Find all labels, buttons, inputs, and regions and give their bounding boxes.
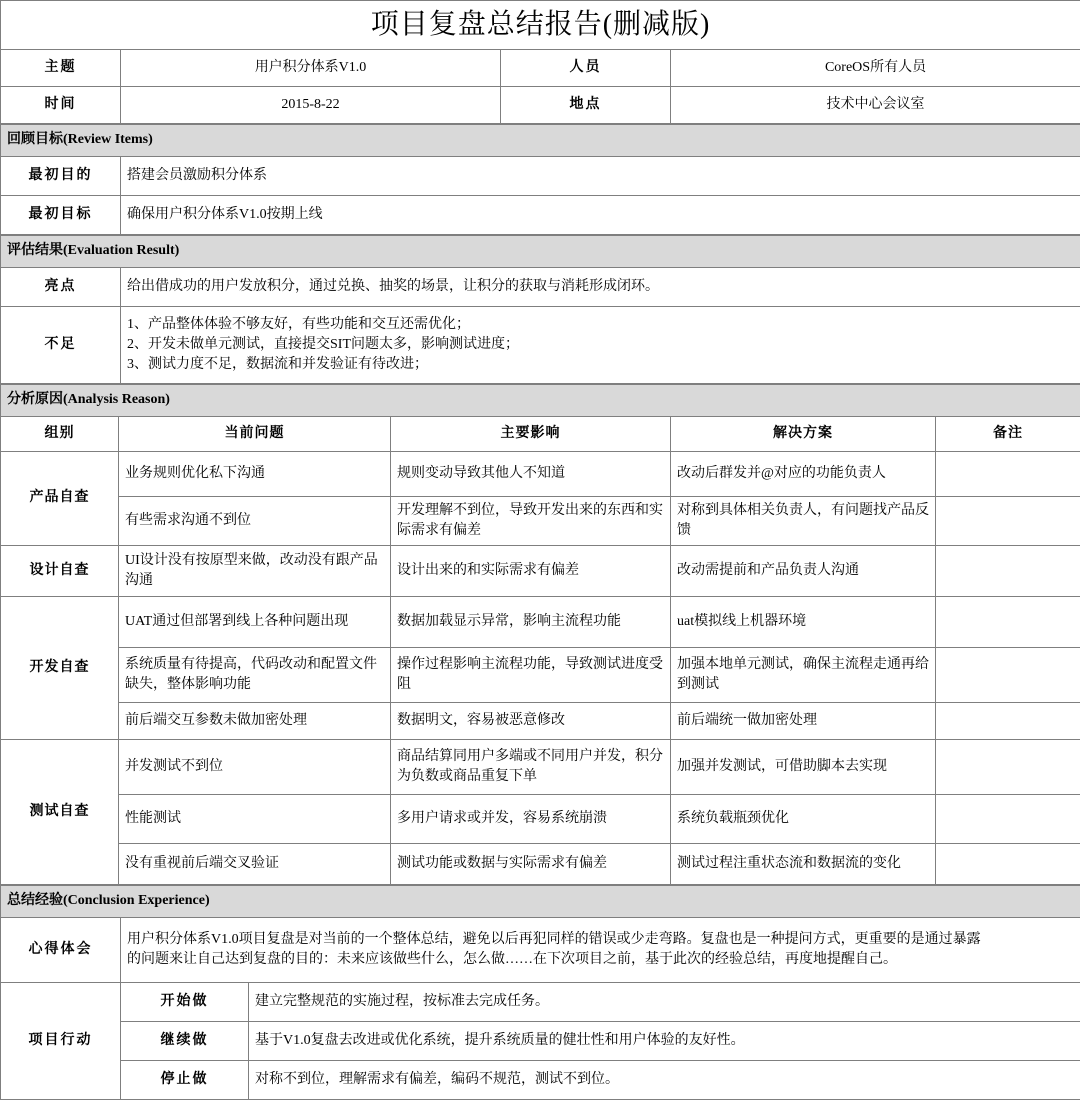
evaluation-row-shortcoming [1, 307, 1080, 384]
analysis-remark [936, 648, 1080, 703]
action-label-stop: 停止做 [121, 1061, 249, 1100]
analysis-impact: 测试功能或数据与实际需求有偏差 [391, 844, 671, 885]
shortcoming-line-1: 1、产品整体体验不够友好，有些功能和交互还需优化； [127, 315, 1074, 335]
action-content-start: 建立完整规范的实施过程，按标准去完成任务。 [249, 983, 1080, 1022]
meta-label-time: 时间 [1, 87, 121, 124]
analysis-problem: 性能测试 [119, 795, 391, 844]
analysis-solution: uat模拟线上机器环境 [671, 597, 936, 648]
analysis-remark [936, 740, 1080, 795]
review-label-goal: 最初目标 [1, 196, 121, 235]
table-row [1, 703, 1080, 740]
analysis-impact: 开发理解不到位，导致开发出来的东西和实际需求有偏差 [391, 497, 671, 546]
analysis-problem: 并发测试不到位 [119, 740, 391, 795]
meta-value-location: 技术中心会议室 [671, 87, 1080, 124]
analysis-group-design: 设计自查 [1, 546, 119, 597]
action-content-stop: 对称不到位，理解需求有偏差，编码不规范，测试不到位。 [249, 1061, 1080, 1100]
table-row [1, 795, 1080, 844]
meta-value-subject: 用户积分体系V1.0 [121, 50, 501, 87]
review-table [0, 124, 1080, 235]
action-label-continue: 继续做 [121, 1022, 249, 1061]
review-row-goal [1, 196, 1080, 235]
analysis-problem: 没有重视前后端交叉验证 [119, 844, 391, 885]
analysis-problem: UAT通过但部署到线上各种问题出现 [119, 597, 391, 648]
analysis-problem: 系统质量有待提高，代码改动和配置文件缺失，整体影响功能 [119, 648, 391, 703]
conclusion-label-actions: 项目行动 [1, 983, 121, 1100]
analysis-solution: 系统负载瓶颈优化 [671, 795, 936, 844]
analysis-impact: 多用户请求或并发，容易系统崩溃 [391, 795, 671, 844]
evaluation-label-highlight: 亮点 [1, 268, 121, 307]
review-content-goal: 确保用户积分体系V1.0按期上线 [121, 196, 1080, 235]
conclusion-row-insight [1, 918, 1080, 983]
section-banner-analysis-label: 分析原因(Analysis Reason) [1, 385, 1080, 417]
analysis-impact: 数据明文，容易被恶意修改 [391, 703, 671, 740]
meta-value-time: 2015-8-22 [121, 87, 501, 124]
analysis-col-group: 组别 [1, 417, 119, 452]
action-row-stop [1, 1061, 1080, 1100]
evaluation-label-shortcoming: 不足 [1, 307, 121, 384]
page-title: 项目复盘总结报告(删减版) [371, 9, 711, 40]
analysis-col-impact: 主要影响 [391, 417, 671, 452]
analysis-problem: UI设计没有按原型来做，改动没有跟产品沟通 [119, 546, 391, 597]
analysis-solution: 对称到具体相关负责人，有问题找产品反馈 [671, 497, 936, 546]
header-table [0, 0, 1080, 124]
analysis-remark [936, 546, 1080, 597]
section-banner-evaluation [1, 236, 1080, 268]
section-banner-conclusion [1, 886, 1080, 918]
analysis-solution: 改动需提前和产品负责人沟通 [671, 546, 936, 597]
analysis-problem: 业务规则优化私下沟通 [119, 452, 391, 497]
analysis-group-product: 产品自查 [1, 452, 119, 546]
analysis-header-row [1, 417, 1080, 452]
conclusion-table [0, 885, 1080, 1100]
analysis-solution: 测试过程注重状态流和数据流的变化 [671, 844, 936, 885]
evaluation-content-shortcoming [121, 307, 1080, 384]
table-row [1, 546, 1080, 597]
analysis-col-remark: 备注 [936, 417, 1080, 452]
title-row [1, 1, 1080, 50]
analysis-remark [936, 844, 1080, 885]
analysis-table [0, 384, 1080, 885]
meta-value-participants: CoreOS所有人员 [671, 50, 1080, 87]
conclusion-content-insight [121, 918, 1080, 983]
section-banner-evaluation-label: 评估结果(Evaluation Result) [1, 236, 1080, 268]
analysis-solution: 加强本地单元测试，确保主流程走通再给到测试 [671, 648, 936, 703]
analysis-problem: 有些需求沟通不到位 [119, 497, 391, 546]
action-row-continue [1, 1022, 1080, 1061]
meta-label-participants: 人员 [501, 50, 671, 87]
table-row [1, 740, 1080, 795]
analysis-remark [936, 497, 1080, 546]
section-banner-conclusion-label: 总结经验(Conclusion Experience) [1, 886, 1080, 918]
analysis-group-testing: 测试自查 [1, 740, 119, 885]
analysis-problem: 前后端交互参数未做加密处理 [119, 703, 391, 740]
evaluation-row-highlight [1, 268, 1080, 307]
analysis-impact: 数据加载显示异常，影响主流程功能 [391, 597, 671, 648]
section-banner-review [1, 125, 1080, 157]
table-row [1, 844, 1080, 885]
analysis-impact: 规则变动导致其他人不知道 [391, 452, 671, 497]
review-content-purpose: 搭建会员激励积分体系 [121, 157, 1080, 196]
analysis-solution: 加强并发测试，可借助脚本去实现 [671, 740, 936, 795]
conclusion-label-insight: 心得体会 [1, 918, 121, 983]
action-label-start: 开始做 [121, 983, 249, 1022]
analysis-group-development: 开发自查 [1, 597, 119, 740]
evaluation-table [0, 235, 1080, 384]
review-label-purpose: 最初目的 [1, 157, 121, 196]
section-banner-review-label: 回顾目标(Review Items) [1, 125, 1080, 157]
analysis-remark [936, 452, 1080, 497]
analysis-remark [936, 597, 1080, 648]
table-row [1, 648, 1080, 703]
analysis-solution: 改动后群发并@对应的功能负责人 [671, 452, 936, 497]
insight-line-2: 的问题来让自己达到复盘的目的：未来应该做些什么，怎么做……在下次项目之前，基于此次的经验总结，再度地提醒自己。 [127, 950, 1074, 970]
meta-label-location: 地点 [501, 87, 671, 124]
page-title-cell [1, 1, 1080, 50]
meta-row-subject [1, 50, 1080, 87]
shortcoming-line-3: 3、测试力度不足，数据流和并发验证有待改进； [127, 355, 1074, 375]
evaluation-content-highlight: 给出借成功的用户发放积分，通过兑换、抽奖的场景，让积分的获取与消耗形成闭环。 [121, 268, 1080, 307]
section-banner-analysis [1, 385, 1080, 417]
action-row-start [1, 983, 1080, 1022]
meta-row-time [1, 87, 1080, 124]
analysis-col-problem: 当前问题 [119, 417, 391, 452]
action-content-continue: 基于V1.0复盘去改进或优化系统，提升系统质量的健壮性和用户体验的友好性。 [249, 1022, 1080, 1061]
review-row-purpose [1, 157, 1080, 196]
shortcoming-line-2: 2、开发未做单元测试，直接提交SIT问题太多，影响测试进度； [127, 335, 1074, 355]
meta-label-subject: 主题 [1, 50, 121, 87]
analysis-remark [936, 703, 1080, 740]
analysis-impact: 商品结算同用户多端或不同用户并发，积分为负数或商品重复下单 [391, 740, 671, 795]
analysis-impact: 操作过程影响主流程功能，导致测试进度受阻 [391, 648, 671, 703]
table-row [1, 497, 1080, 546]
analysis-remark [936, 795, 1080, 844]
analysis-col-solution: 解决方案 [671, 417, 936, 452]
analysis-solution: 前后端统一做加密处理 [671, 703, 936, 740]
table-row [1, 452, 1080, 497]
insight-line-1: 用户积分体系V1.0项目复盘是对当前的一个整体总结，避免以后再犯同样的错误或少走弯路。复盘也是一种提问方式，更重要的是通过暴露 [127, 930, 1074, 950]
analysis-impact: 设计出来的和实际需求有偏差 [391, 546, 671, 597]
table-row [1, 597, 1080, 648]
